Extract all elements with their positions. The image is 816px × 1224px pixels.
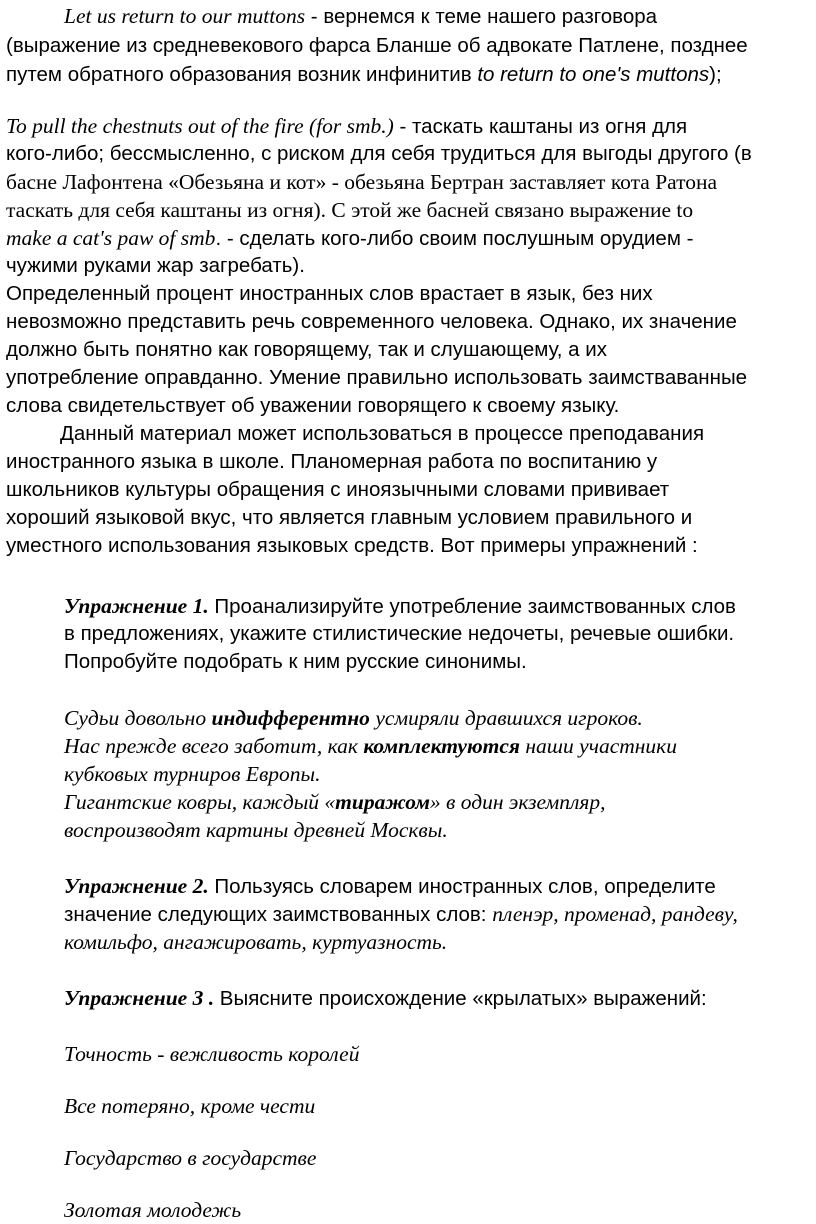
exercise-1-sentence-2: Нас прежде всего заботит, как комплектуются наши участники [64, 734, 677, 758]
p1-english-phrase: Let us return to our muttons [64, 4, 306, 28]
p4-line-2: иностранного языка в школе. Планомерная работа по воспитанию у [6, 450, 658, 473]
p1-line-1: Let us return to our muttons - вернемся к теме нашего разговора [64, 4, 658, 28]
p1-line-2: (выражение из средневекового фарса Бланше об адвокате Патлене, позднее [6, 34, 748, 57]
p2-line-6: чужими руками жар загребать). [6, 254, 305, 277]
phrase-item: Точность - вежливость королей [64, 1042, 360, 1066]
exercise-2-line-3: комильфо, ангажировать, куртуазность. [64, 930, 448, 954]
highlight-word: индифферентно [211, 706, 370, 730]
phrase-item: Все потеряно, кроме чести [64, 1094, 316, 1118]
exercise-1-sentence-3: Гигантские ковры, каждый «тиражом» в один экземпляр, [64, 790, 606, 814]
p3-line-2: невозможно представить речь современного человека. Однако, их значение [6, 310, 737, 333]
phrase-item: Государство в государстве [64, 1146, 317, 1170]
exercise-2-title: Упражнение 2. [64, 874, 209, 898]
p4-line-5: уместного использования языковых средств. Вот примеры упражнений : [6, 534, 698, 557]
p2-line-1: To pull the chestnuts out of the fire (for smb.) - таскать каштаны из огня для [6, 114, 688, 138]
highlight-word: комплектуются [363, 734, 520, 758]
exercise-2-heading: Упражнение 2. Пользуясь словарем иностранных слов, определите [64, 874, 716, 898]
p3-line-4: употребление оправданно. Умение правильно использовать заимстваванные [6, 366, 748, 389]
exercise-2-line-2: значение следующих заимствованных слов: пленэр, променад, рандеву, [64, 902, 738, 926]
p2-line-3: басне Лафонтена «Обезьяна и кот» - обезьяна Бертран заставляет кота Ратона [6, 170, 718, 194]
p2-line-4: таскать для себя каштаны из огня). С этой же басней связано выражение to [6, 198, 694, 222]
exercise-1-line-3: Попробуйте подобрать к ним русские синонимы. [64, 650, 527, 673]
p3-line-5: слова свидетельствует об уважении говорящего к своему языку. [6, 394, 620, 417]
p2-line-5: make a cat's paw of smb. - сделать кого-либо своим послушным орудием - [6, 226, 694, 250]
phrase-item: Золотая молодежь [64, 1198, 242, 1222]
p2-line-2: кого-либо; бессмысленно, с риском для себя трудиться для выгоды другого (в [6, 142, 752, 165]
p4-line-4: хороший языковой вкус, что является главным условием правильного и [6, 506, 693, 529]
exercise-3-heading: Упражнение 3 . Выясните происхождение «крылатых» выражений: [64, 986, 707, 1010]
exercise-1-title: Упражнение 1. [64, 594, 209, 618]
word-list: пленэр, променад, рандеву, [492, 902, 738, 926]
exercise-1-sentence-1: Судьи довольно индифферентно усмиряли дравшихся игроков. [64, 706, 643, 730]
p3-line-1: Определенный процент иностранных слов врастает в язык, без них [6, 282, 653, 305]
exercise-1-line-2: в предложениях, укажите стилистические недочеты, речевые ошибки. [64, 622, 735, 645]
p3-line-3: должно быть понятно как говорящему, так и слушающему, а их [6, 338, 607, 361]
exercise-1-sentence-3-cont: воспроизводят картины древней Москвы. [64, 818, 448, 842]
exercise-3-title: Упражнение 3 . [64, 986, 215, 1010]
exercise-1-sentence-2-cont: кубковых турниров Европы. [64, 762, 321, 786]
highlight-word: тиражом [335, 790, 430, 814]
p1-line-3: путем обратного образования возник инфинитив to return to one's muttons); [6, 63, 722, 86]
p4-line-1: Данный материал может использоваться в процессе преподавания [60, 422, 705, 445]
p4-line-3: школьников культуры обращения с иноязычными словами прививает [6, 478, 670, 501]
exercise-1-heading: Упражнение 1. Проанализируйте употребление заимствованных слов [64, 594, 736, 618]
p2-english-phrase: To pull the chestnuts out of the fire (for smb.) [6, 114, 394, 138]
p1-translation: вернемся к теме нашего разговора [323, 5, 658, 28]
